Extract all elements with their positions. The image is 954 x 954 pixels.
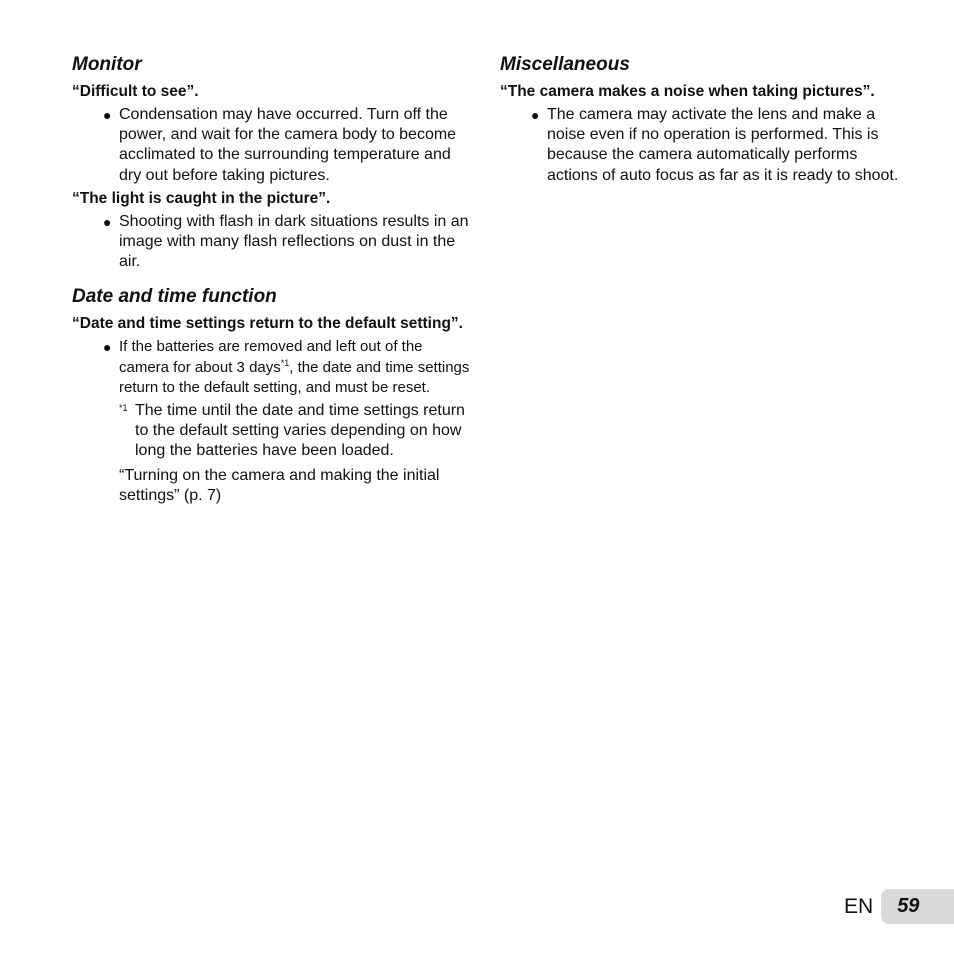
language-label: EN [844,894,874,918]
answer-text: Condensation may have occurred. Turn off the power, and wait for the camera body to become acclimated to the surrounding temperature and dry out before taking pictures. [119,106,457,184]
right-column [500,52,900,189]
answer-lens-activation [500,105,900,186]
footnote-text: The time until the date and time settings return to the default setting varies depending on how long the batteries have been loaded. [135,402,465,460]
bullet-icon: ● [103,339,112,356]
page-number: 59 [881,889,954,924]
page-footer [844,889,954,924]
section-title-monitor: Monitor [72,54,142,75]
page-reference: “Turning on the camera and making the initial settings” (p. 7) [119,466,440,504]
answer-condensation [72,105,472,186]
answer-text-part1: If the batteries are removed and left out of the camera for about 3 days [119,338,423,376]
bullet-icon: ● [531,107,540,123]
footnote-mark: *1 [119,403,128,414]
answer-text-part2: , the date and time settings return to the default setting, and must be reset. [119,358,470,396]
section-title-date-time: Date and time function [72,286,277,308]
left-column [72,52,472,506]
question-difficult-to-see: “Difficult to see”. [72,83,199,100]
footnote-ref-mark: *1 [280,357,290,368]
question-date-time-reset: “Date and time settings return to the default setting”. [72,315,463,333]
question-light-caught: “The light is caught in the picture”. [72,189,331,207]
answer-text: The camera may activate the lens and make a noise even if no operation is performed. This is because the camera automatically performs actions of auto focus as far as it is ready to shoot. [547,106,899,184]
bullet-icon: ● [103,213,112,230]
bullet-icon: ● [103,107,112,123]
question-camera-noise: “The camera makes a noise when taking pictures”. [500,83,875,100]
footnote [72,401,472,462]
section-title-miscellaneous: Miscellaneous [500,54,630,75]
answer-flash-reflections [72,212,472,273]
answer-batteries-removed [72,337,472,398]
answer-text: Shooting with flash in dark situations results in an image with many flash reflections on dust in the air. [119,212,469,271]
